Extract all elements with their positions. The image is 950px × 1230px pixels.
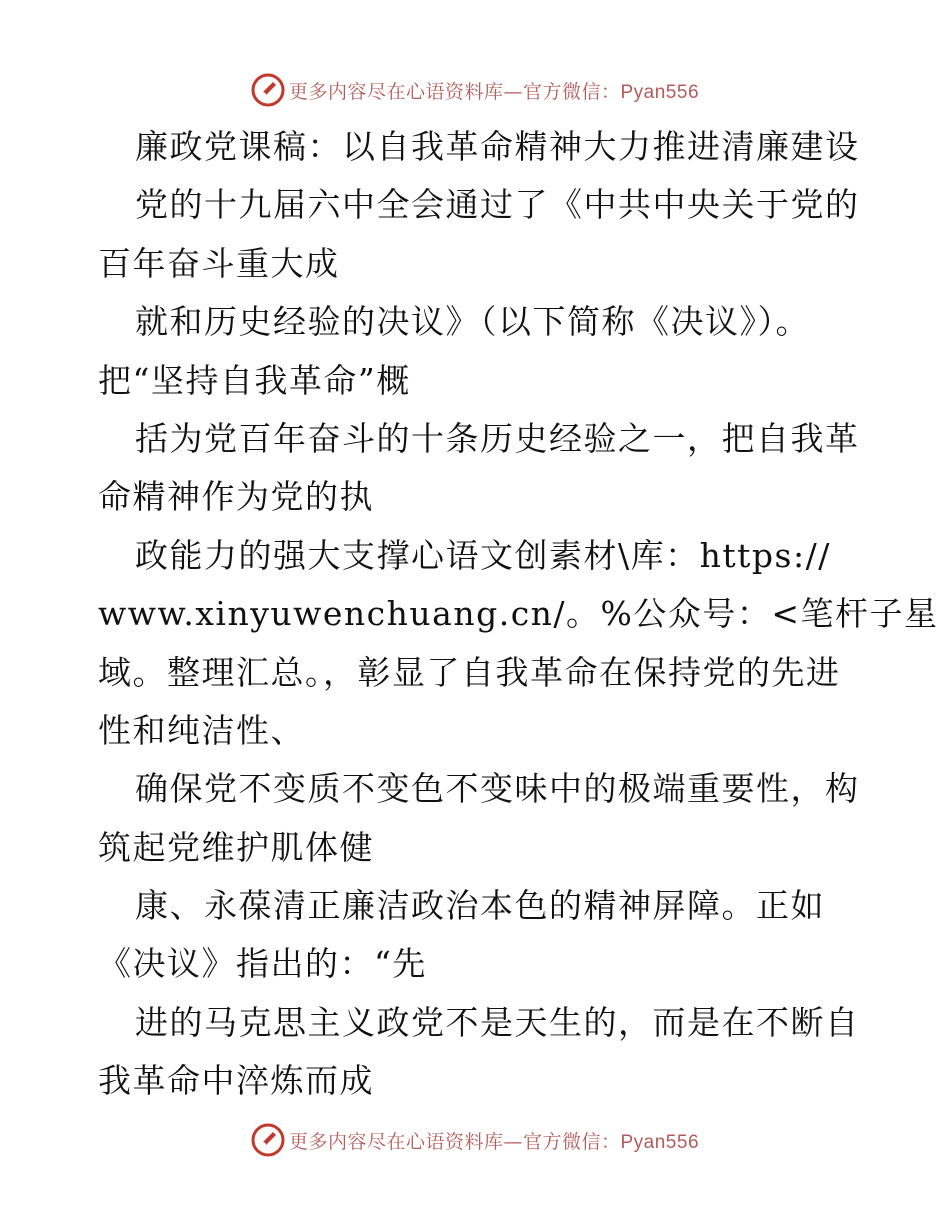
doc-title: 廉政党课稿：以自我革命精神大力推进清廉建设 [135,127,860,166]
doc-line: www.xinyuwenchuang.cn/。%公众号：<笔杆子星 [98,594,939,634]
doc-line: 党的十九届六中全会通过了《中共中央关于党的 [135,185,860,225]
doc-line: 确保党不变质不变色不变味中的极端重要性，构 [135,769,860,809]
doc-line: 命精神作为党的执 [98,477,374,517]
doc-line: 性和纯洁性、 [98,710,305,750]
header-banner [0,70,950,110]
doc-line: 百年奋斗重大成 [98,243,340,283]
doc-line: 括为党百年奋斗的十条历史经验之一，把自我革 [135,418,860,458]
logo-icon [251,1123,285,1157]
doc-line: 把“坚持自我革命”概 [98,360,411,400]
logo-icon [251,73,285,107]
doc-line: 域。整理汇总。，彰显了自我革命在保持党的先进 [98,652,841,692]
doc-line: 康、永葆清正廉洁政治本色的精神屏障。正如 [135,886,825,926]
footer-banner-text [289,1127,699,1154]
doc-line: 《决议》指出的：“先 [98,944,427,984]
doc-line: 政能力的强大支撑心语文创素材\库：https:// [135,535,831,575]
header-banner-label: 更多内容尽在心语资料库—官方微信： [288,80,621,103]
doc-line: 就和历史经验的决议》（以下简称《决议》）。 [135,302,810,342]
header-banner-text [289,77,699,104]
document-body [98,118,939,1111]
doc-line: 进的马克思主义政党不是天生的，而是在不断自 [135,1002,860,1042]
doc-line: 筑起党维护肌体健 [98,827,374,867]
doc-line: 我革命中淬炼而成 [98,1061,374,1101]
footer-banner [0,1120,950,1160]
footer-wechat-id: Pyan556 [620,1131,700,1153]
header-wechat-id: Pyan556 [620,81,700,103]
footer-banner-label: 更多内容尽在心语资料库—官方微信： [288,1130,621,1153]
